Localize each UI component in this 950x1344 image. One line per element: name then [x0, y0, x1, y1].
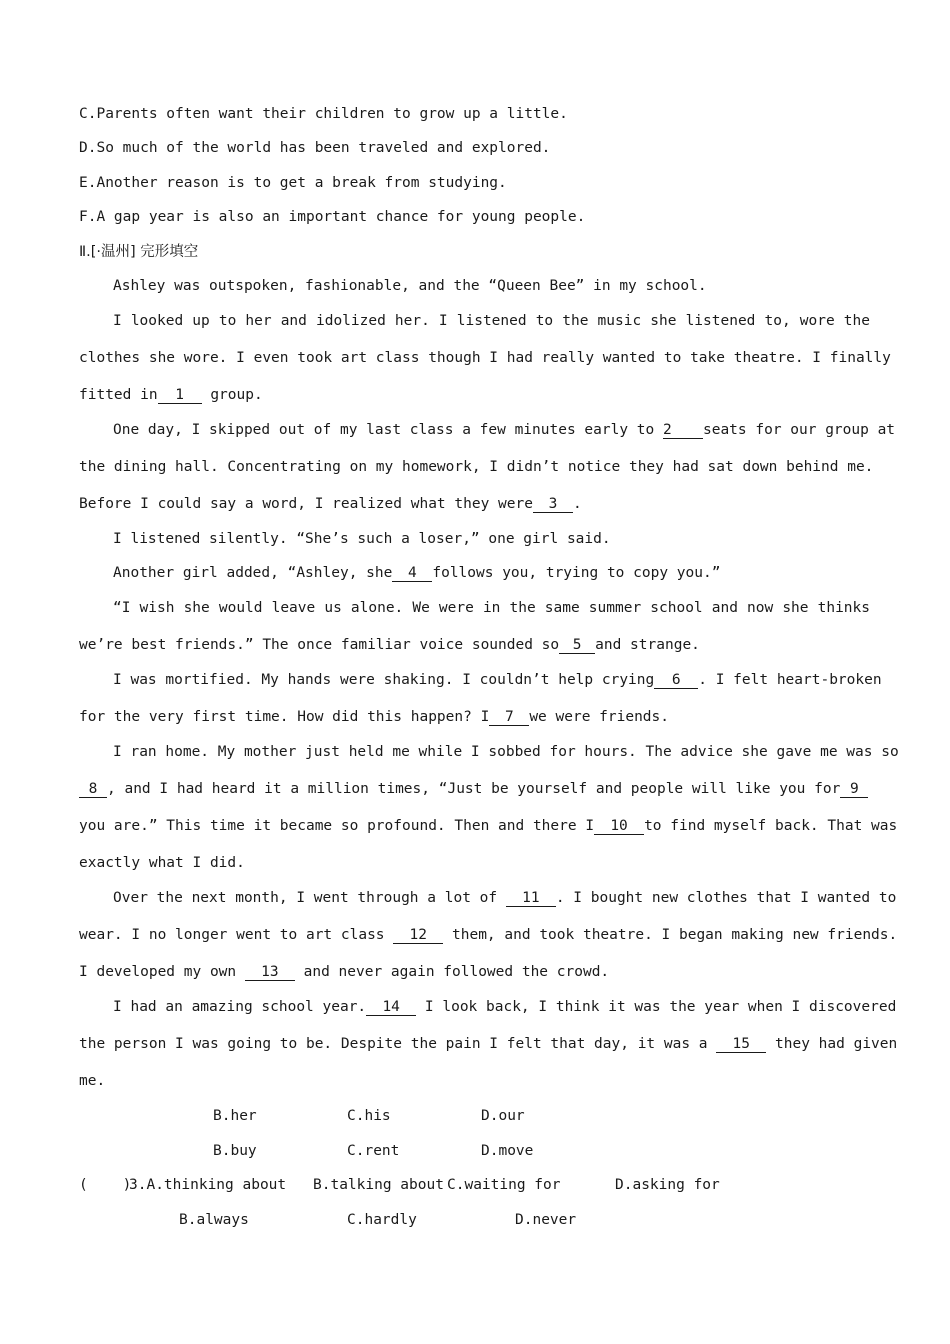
choice-2c: C.rent	[347, 1143, 400, 1159]
choice-1c: C.his	[347, 1108, 391, 1124]
passage-line: Ashley was outspoken, fashionable, and the “Queen Bee” in my school.	[113, 278, 707, 294]
blank-1: 1	[158, 387, 202, 404]
choice-2b: B.buy	[213, 1143, 257, 1159]
passage-line: fitted in 1 group.	[79, 387, 263, 403]
passage-line: Another girl added, “Ashley, she 4 follows you, trying to copy you.”	[113, 565, 721, 581]
passage-line: wear. I no longer went to art class 12 them, and took theatre. I began making new friends.	[79, 927, 898, 943]
passage-line: clothes she wore. I even took art class though I had really wanted to take theatre. I finally	[79, 350, 891, 366]
section-heading: Ⅱ.[·温州] 完形填空	[79, 244, 199, 260]
answer-paren-3: ( )	[79, 1177, 132, 1193]
blank-8: 8	[79, 781, 107, 798]
passage-line: me.	[79, 1073, 106, 1089]
passage-line: I had an amazing school year. 14 I look back, I think it was the year when I discovered	[113, 999, 897, 1015]
choice-2d: D.move	[481, 1143, 534, 1159]
blank-3: 3	[533, 496, 573, 513]
passage-line: the person I was going to be. Despite the pain I felt that day, it was a 15 they had given	[79, 1036, 898, 1052]
blank-9: 9	[840, 781, 868, 798]
blank-5: 5	[559, 637, 595, 654]
blank-13: 13	[245, 964, 295, 981]
passage-line: Over the next month, I went through a lot of 11 . I bought new clothes that I wanted to	[113, 890, 897, 906]
choice-4b: B.always	[179, 1212, 249, 1228]
choice-3a: 3.A.thinking about	[129, 1177, 287, 1193]
option-c: C.Parents often want their children to grow up a little.	[79, 106, 568, 122]
passage-line: I ran home. My mother just held me while I sobbed for hours. The advice she gave me was so	[113, 744, 899, 760]
passage-line: I developed my own 13 and never again followed the crowd.	[79, 964, 610, 980]
passage-line: One day, I skipped out of my last class a few minutes early to 2 seats for our group at	[113, 422, 896, 438]
passage-line: I was mortified. My hands were shaking. I couldn’t help crying 6 . I felt heart-broken	[113, 672, 882, 688]
blank-10: 10	[594, 818, 644, 835]
passage-line: “I wish she would leave us alone. We were in the same summer school and now she thinks	[113, 600, 870, 616]
choice-1b: B.her	[213, 1108, 257, 1124]
blank-12: 12	[393, 927, 443, 944]
choice-3d: D.asking for	[615, 1177, 720, 1193]
blank-4: 4	[392, 565, 432, 582]
choice-1d: D.our	[481, 1108, 525, 1124]
option-e: E.Another reason is to get a break from studying.	[79, 175, 507, 191]
blank-15: 15	[716, 1036, 766, 1053]
passage-line: for the very first time. How did this happen? I 7 we were friends.	[79, 709, 669, 725]
passage-line: exactly what I did.	[79, 855, 245, 871]
passage-line: I looked up to her and idolized her. I listened to the music she listened to, wore the	[113, 313, 870, 329]
passage-line: 8 , and I had heard it a million times, “Just be yourself and people will like you for 9	[79, 779, 868, 799]
blank-7: 7	[489, 709, 529, 726]
blank-14: 14	[366, 999, 416, 1016]
choice-3c: C.waiting for	[447, 1177, 561, 1193]
option-f: F.A gap year is also an important chance for young people.	[79, 209, 586, 225]
option-d: D.So much of the world has been traveled and explored.	[79, 140, 551, 156]
blank-6: 6	[654, 672, 698, 689]
passage-line: Before I could say a word, I realized what they were 3 .	[79, 496, 582, 512]
passage-line: we’re best friends.” The once familiar voice sounded so 5 and strange.	[79, 637, 700, 653]
passage-line: you are.” This time it became so profound. Then and there I 10 to find myself back. That was	[79, 818, 898, 834]
passage-line: I listened silently. “She’s such a loser,” one girl said.	[113, 531, 611, 547]
blank-2: 2	[663, 422, 703, 439]
passage-line: the dining hall. Concentrating on my homework, I didn’t notice they had sat down behind me.	[79, 459, 874, 475]
choice-4c: C.hardly	[347, 1212, 417, 1228]
choice-4d: D.never	[515, 1212, 577, 1228]
choice-3b: B.talking about	[313, 1177, 444, 1193]
blank-11: 11	[506, 890, 556, 907]
